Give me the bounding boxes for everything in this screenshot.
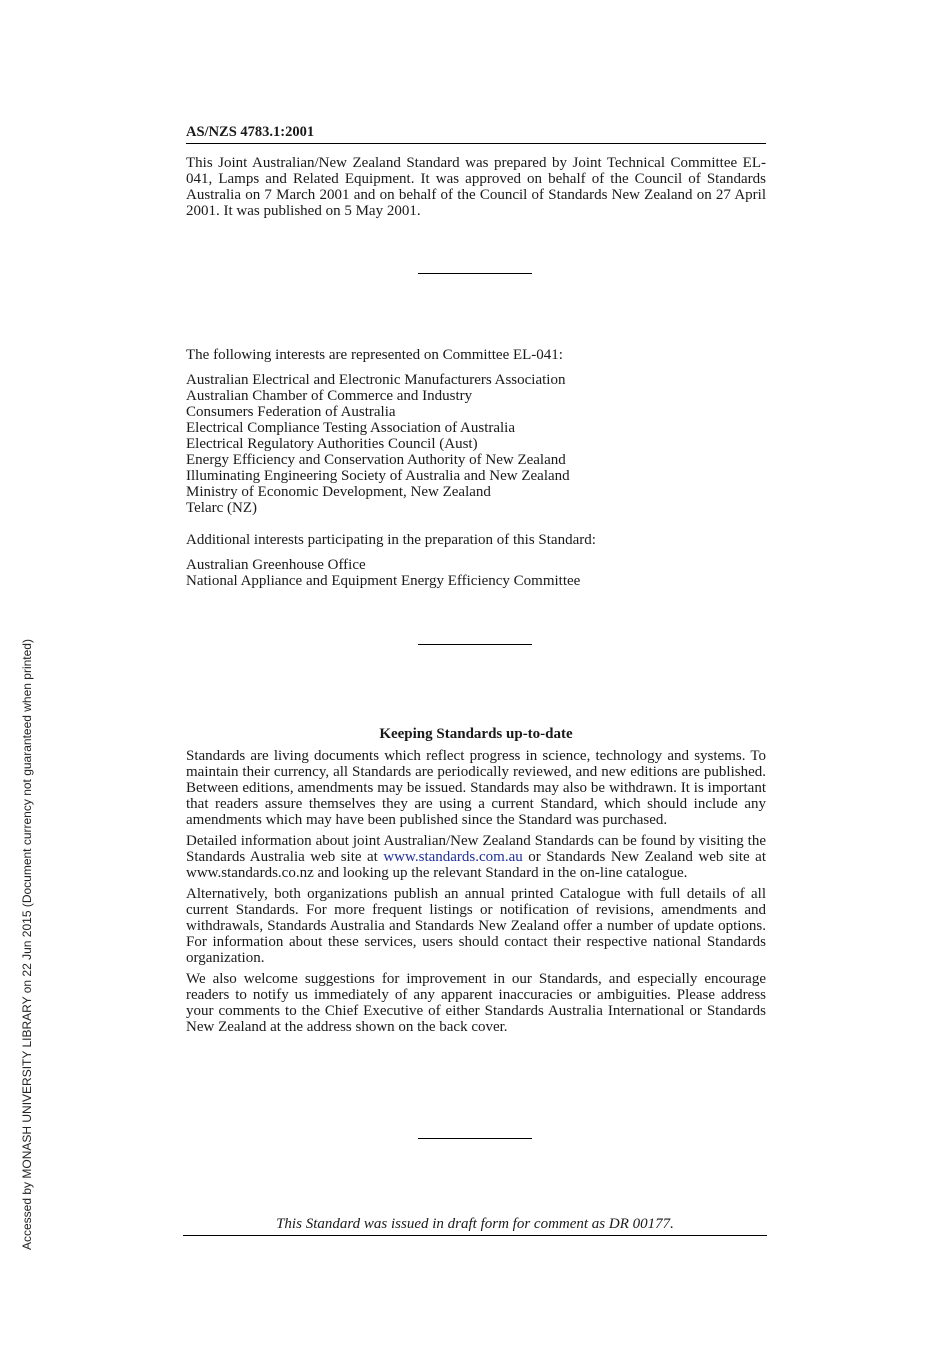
divider [418, 644, 532, 645]
paragraph [186, 833, 766, 881]
paragraph-text: or Standards New Zealand web site at www.standards.co.nz and looking up the relevant Standard in the on-line catalogue. [186, 849, 766, 881]
draft-note: This Standard was issued in draft form for comment as DR 00177. [183, 1216, 767, 1236]
committee-list [186, 372, 766, 516]
paragraph-text: Detailed information about joint Australian/New Zealand Standards can be found by visiting the Standards Australia web site at [186, 833, 766, 865]
intro-paragraph: This Joint Australian/New Zealand Standard was prepared by Joint Technical Committee EL-041, Lamps and Related Equipment. It was approved on behalf of the Council of Standards Australia on 7 March 2001 and on behalf of the Council of Standards New Zealand on 27 April 2001. It was published on 5 May 2001. [186, 155, 766, 219]
committee-heading: The following interests are represented on Committee EL-041: [186, 347, 563, 363]
divider [418, 273, 532, 274]
keeping-section [186, 748, 766, 1040]
document-code: AS/NZS 4783.1:2001 [186, 124, 766, 144]
list-item: Australian Greenhouse Office [186, 557, 366, 573]
list-item: National Appliance and Equipment Energy Efficiency Committee [186, 573, 581, 589]
additional-heading: Additional interests participating in the preparation of this Standard: [186, 532, 596, 548]
list-item: Illuminating Engineering Society of Australia and New Zealand [186, 468, 570, 484]
list-item: Electrical Regulatory Authorities Council (Aust) [186, 436, 478, 452]
additional-section [186, 532, 766, 589]
list-item: Energy Efficiency and Conservation Authority of New Zealand [186, 452, 566, 468]
list-item: Australian Chamber of Commerce and Industry [186, 388, 473, 404]
list-item: Electrical Compliance Testing Association of Australia [186, 420, 516, 436]
list-item: Australian Electrical and Electronic Manufacturers Association [186, 372, 566, 388]
paragraph: Alternatively, both organizations publish an annual printed Catalogue with full details of all current Standards. For more frequent listings or notification of revisions, amendments and withdrawals, Standards Australia and Standards New Zealand offer a number of update options. For information about these services, users should contact their respective national Standards organization. [186, 886, 766, 966]
paragraph: Standards are living documents which reflect progress in science, technology and systems. To maintain their currency, all Standards are periodically reviewed, and new editions are published. Between editions, amendments may be issued. Standards may also be withdrawn. It is important that readers assure themselves they are using a current Standard, which should include any amendments which may have been published since the Standard was purchased. [186, 748, 766, 828]
section-title: Keeping Standards up-to-date [379, 726, 573, 742]
divider [418, 1138, 532, 1139]
paragraph: We also welcome suggestions for improvement in our Standards, and especially encourage readers to notify us immediately of any apparent inaccuracies or ambiguities. Please address your comments to the Chief Executive of either Standards Australia International or Standards New Zealand at the address shown on the back cover. [186, 971, 766, 1035]
additional-list [186, 557, 766, 589]
intro-section [186, 155, 766, 219]
standards-web-link[interactable]: www.standards.com.au [383, 849, 523, 865]
list-item: Consumers Federation of Australia [186, 404, 396, 420]
list-item: Telarc (NZ) [186, 500, 257, 516]
list-item: Ministry of Economic Development, New Zealand [186, 484, 491, 500]
access-watermark: Accessed by MONASH UNIVERSITY LIBRARY on 22 Jun 2015 (Document currency not guaranteed when printed) [20, 639, 34, 1250]
committee-section [186, 347, 766, 516]
